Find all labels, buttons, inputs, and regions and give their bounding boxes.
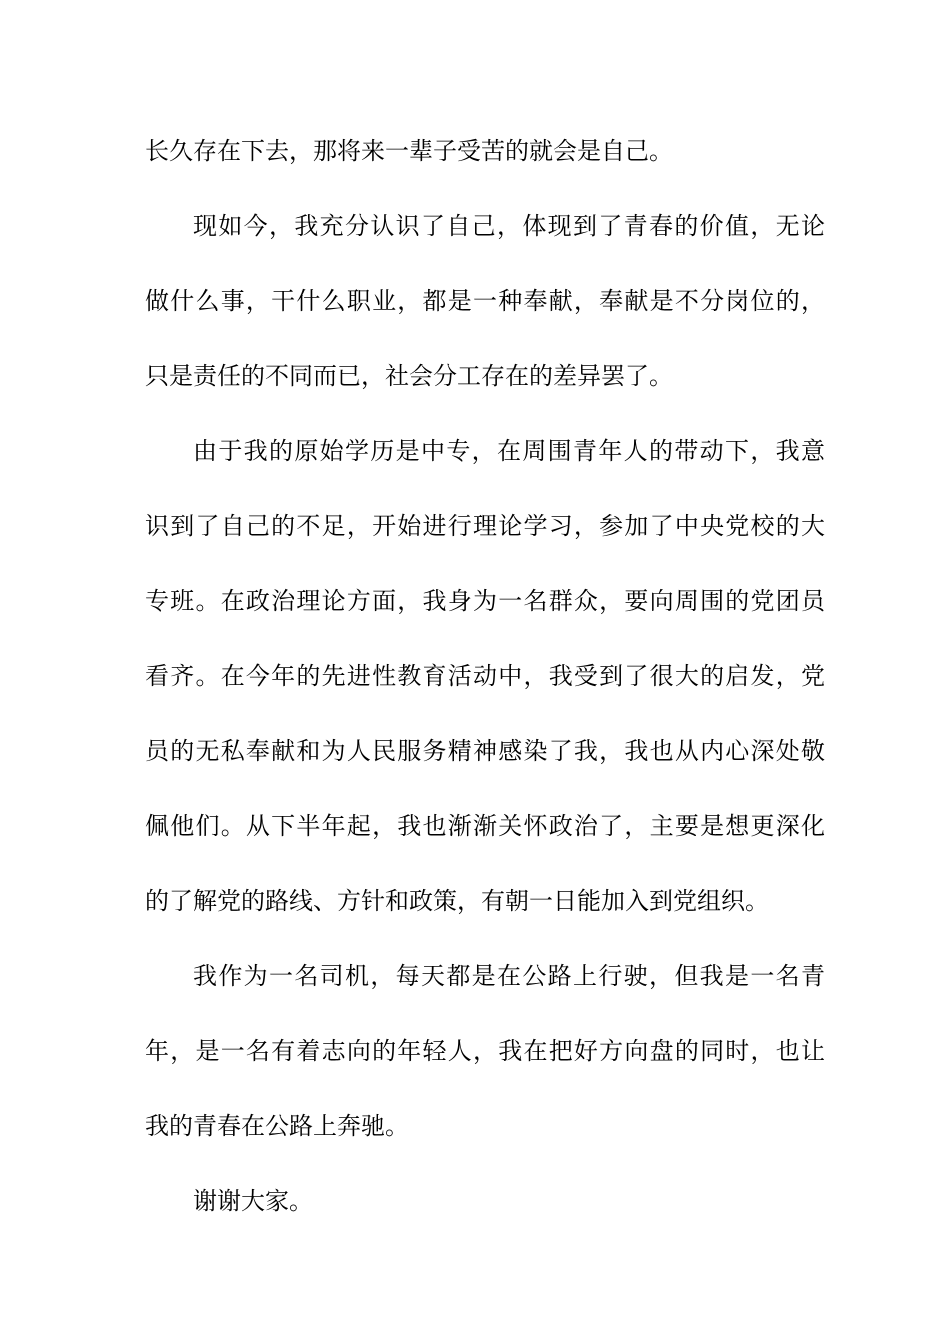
paragraph-first-line: 现如今，我充分认识了自己，体现到了青春的价值，无论 [193,212,825,240]
text-line: 专班。在政治理论方面，我身为一名群众，要向周围的党团员 [145,587,825,615]
text-line: 只是责任的不同而已，社会分工存在的差异罢了。 [145,362,673,390]
paragraph-first-line: 我作为一名司机，每天都是在公路上行驶，但我是一名青 [193,962,825,990]
text-line: 看齐。在今年的先进性教育活动中，我受到了很大的启发，党 [145,662,825,690]
text-line: 年，是一名有着志向的年轻人，我在把好方向盘的同时，也让 [145,1037,825,1065]
text-line: 的了解党的路线、方针和政策，有朝一日能加入到党组织。 [145,887,769,915]
paragraph-first-line: 由于我的原始学历是中专，在周围青年人的带动下，我意 [193,437,825,465]
text-line: 长久存在下去，那将来一辈子受苦的就会是自己。 [145,137,673,165]
text-line: 佩他们。从下半年起，我也渐渐关怀政治了，主要是想更深化 [145,812,825,840]
closing-line: 谢谢大家。 [193,1187,313,1215]
text-line: 我的青春在公路上奔驰。 [145,1112,409,1140]
text-line: 员的无私奉献和为人民服务精神感染了我，我也从内心深处敬 [145,737,825,765]
text-line: 识到了自己的不足，开始进行理论学习，参加了中央党校的大 [145,512,825,540]
text-line: 做什么事，干什么职业，都是一种奉献，奉献是不分岗位的， [145,287,825,315]
